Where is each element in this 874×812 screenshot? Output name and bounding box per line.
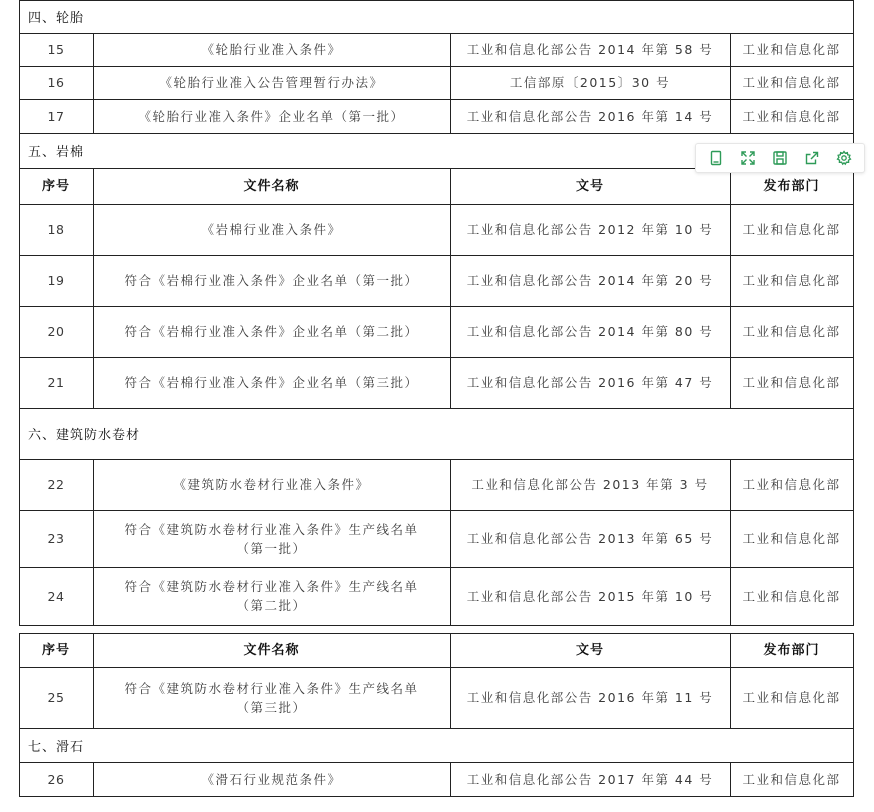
- issuing-department: 工业和信息化部: [742, 42, 841, 57]
- document-number: 工业和信息化部公告 2016 年第 14 号: [466, 108, 714, 124]
- document-number: 工业和信息化部公告 2014 年第 80 号: [466, 324, 714, 339]
- document-number: 工业和信息化部公告 2014 年第 58 号: [466, 42, 714, 57]
- file-name: [93, 567, 450, 625]
- header-document-number: 文号: [575, 178, 604, 194]
- file-name: [93, 667, 450, 728]
- document-number: 工业和信息化部公告 2013 年第 65 号: [466, 531, 714, 546]
- document-number: 工业和信息化部公告 2016 年第 47 号: [466, 375, 714, 390]
- file-name: 符合《岩棉行业准入条件》企业名单（第三批）: [124, 375, 419, 390]
- header-number: 序号: [41, 642, 70, 658]
- row-number: 25: [47, 690, 65, 705]
- row-number: 19: [47, 273, 65, 288]
- row-number: 16: [47, 75, 65, 90]
- row-number: 21: [47, 375, 65, 390]
- issuing-department: 工业和信息化部: [742, 588, 841, 604]
- header-issuing-department: 发布部门: [763, 178, 820, 194]
- header-file-name: 文件名称: [243, 642, 300, 658]
- table-rule: [19, 0, 853, 1]
- document-number: 工业和信息化部公告 2015 年第 10 号: [466, 588, 714, 604]
- section-heading-waterproof-membrane: 六、建筑防水卷材: [28, 428, 141, 443]
- section-heading-talc: 七、滑石: [28, 739, 85, 755]
- row-number: 26: [47, 771, 65, 787]
- fullscreen-icon[interactable]: [737, 147, 759, 169]
- file-name-line: （第三批）: [236, 699, 307, 715]
- issuing-department: 工业和信息化部: [742, 690, 841, 705]
- document-number: 工业和信息化部公告 2016 年第 11 号: [466, 690, 714, 705]
- share-icon[interactable]: [801, 147, 823, 169]
- file-name-line: （第一批）: [236, 540, 307, 556]
- settings-icon[interactable]: [833, 147, 855, 169]
- issuing-department: 工业和信息化部: [742, 531, 841, 546]
- header-file-name: 文件名称: [243, 178, 300, 194]
- file-name-line: 符合《建筑防水卷材行业准入条件》生产线名单: [124, 579, 419, 594]
- row-number: 17: [47, 108, 65, 124]
- row-number: 18: [47, 222, 65, 237]
- table-rule: [853, 633, 854, 797]
- file-name: 《滑石行业规范条件》: [201, 771, 342, 787]
- file-name: 《轮胎行业准入条件》: [201, 42, 342, 57]
- file-name-line: （第二批）: [236, 598, 307, 613]
- section-heading-rock-wool: 五、岩棉: [28, 145, 85, 160]
- row-number: 15: [47, 42, 65, 57]
- file-name: 《轮胎行业准入公告管理暂行办法》: [159, 75, 384, 90]
- floating-toolbar: [695, 143, 865, 173]
- issuing-department: 工业和信息化部: [742, 477, 841, 492]
- document-number: 工信部原〔2015〕30 号: [509, 75, 671, 90]
- issuing-department: 工业和信息化部: [742, 273, 841, 288]
- document-number: 工业和信息化部公告 2012 年第 10 号: [466, 222, 714, 237]
- document-number: 工业和信息化部公告 2017 年第 44 号: [466, 771, 714, 787]
- file-name: 《岩棉行业准入条件》: [201, 222, 342, 237]
- file-name-line: 符合《建筑防水卷材行业准入条件》生产线名单: [124, 521, 419, 537]
- file-name: 《轮胎行业准入条件》企业名单（第一批）: [138, 108, 405, 124]
- section-heading-tires: 四、轮胎: [28, 11, 85, 26]
- row-number: 24: [47, 588, 65, 604]
- issuing-department: 工业和信息化部: [742, 771, 841, 787]
- file-name: 符合《岩棉行业准入条件》企业名单（第二批）: [124, 324, 419, 339]
- table-rule: [19, 133, 853, 134]
- table-rule: [19, 625, 853, 626]
- header-issuing-department: 发布部门: [763, 642, 820, 658]
- table-rule: [19, 408, 853, 409]
- row-number: 23: [47, 531, 65, 546]
- document-number: 工业和信息化部公告 2014 年第 20 号: [466, 273, 714, 288]
- table-rule: [19, 728, 853, 729]
- table-rule: [19, 796, 853, 797]
- document-number: 工业和信息化部公告 2013 年第 3 号: [471, 477, 709, 492]
- issuing-department: 工业和信息化部: [742, 108, 841, 124]
- table-rule: [853, 0, 854, 626]
- issuing-department: 工业和信息化部: [742, 75, 841, 90]
- save-icon[interactable]: [769, 147, 791, 169]
- file-name: 符合《岩棉行业准入条件》企业名单（第一批）: [124, 273, 419, 288]
- header-number: 序号: [41, 178, 70, 194]
- row-number: 22: [47, 477, 65, 492]
- file-name: 《建筑防水卷材行业准入条件》: [173, 477, 370, 492]
- issuing-department: 工业和信息化部: [742, 324, 841, 339]
- copy-icon[interactable]: [705, 147, 727, 169]
- file-name: [93, 510, 450, 567]
- issuing-department: 工业和信息化部: [742, 222, 841, 237]
- row-number: 20: [47, 324, 65, 339]
- file-name-line: 符合《建筑防水卷材行业准入条件》生产线名单: [124, 680, 419, 696]
- header-document-number: 文号: [575, 642, 604, 658]
- issuing-department: 工业和信息化部: [742, 375, 841, 390]
